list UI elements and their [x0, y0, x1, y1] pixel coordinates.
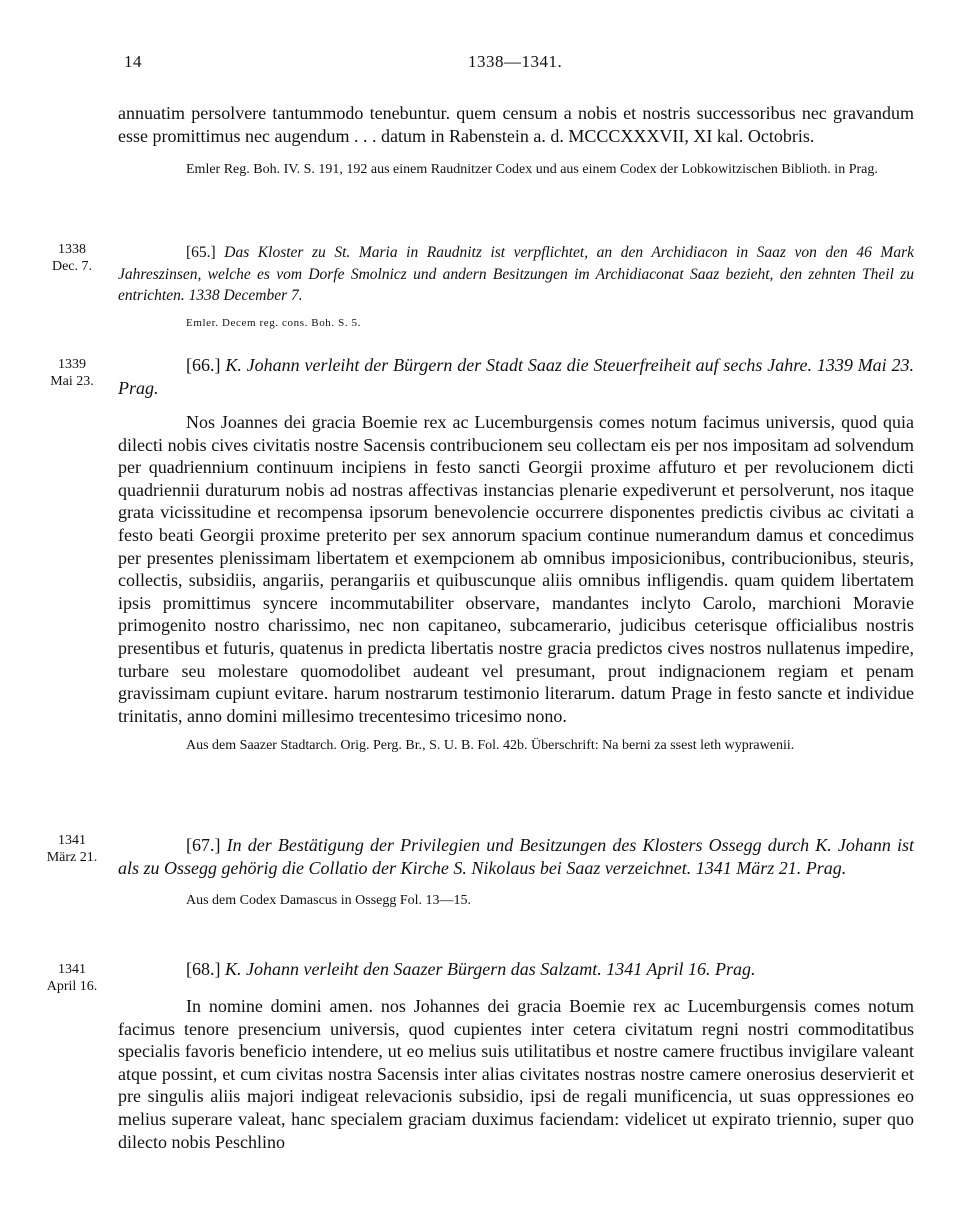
regest-text: Das Kloster zu St. Maria in Raudnitz ist verpflichtet, an den Archidiacon in Saaz von den 46 Mark Jahreszinsen, welche es vom Dorfe Smolnicz und andern Besitzungen im Archidiaconat Saaz bezieht, den zehnten Theil zu entrichten. 1338 December 7.: [118, 244, 914, 304]
page-number: 14: [124, 52, 142, 71]
source-note-65: Emler. Decem reg. cons. Boh. S. 5.: [186, 316, 361, 329]
regest-text: K. Johann verleiht den Saazer Bürgern das Salzamt. 1341 April 16. Prag.: [225, 959, 756, 979]
regest-68: [118, 958, 914, 981]
charter-text-68: In nomine domini amen. nos Johannes dei gracia Boemie rex ac Lucemburgensis comes notum facimus tenore presencium universis, quod cupientes inter cetera civitatum regni nostri commoditatibus specialis favoris beneficio intendere, ut eo melius suis utilitatibus et nostre camere fructibus invigilare valeant atque possint, et cum civitas nostra Sacensis inter alias civitates nostras nostre camere onerosius deservierit et pre singulis aliis majori indigeat relevacionis subsidio, ipsi de regali munificencia, ut suas oppressiones eo melius superare valeat, hanc specialem graciam duximus faciendam: videlicet ut expirato triennio, super quo dilecto nobis Peschlino: [118, 996, 914, 1152]
intro-source-note: Emler Reg. Boh. IV. S. 191, 192 aus einem Raudnitzer Codex und aus einem Codex der Lobkowitzischen Biblioth. in Prag.: [186, 162, 878, 178]
document-66: [118, 354, 914, 756]
document-number: [68.]: [186, 959, 221, 979]
margin-year: 1339: [58, 357, 86, 372]
document-number: [67.]: [186, 835, 221, 855]
document-number: [66.]: [186, 355, 221, 375]
margin-day: Mai 23.: [50, 374, 94, 389]
margin-date-68: [30, 961, 114, 995]
margin-date-66: [30, 356, 114, 390]
running-title: 1338—1341.: [468, 52, 563, 71]
document-number: [65.]: [186, 244, 216, 261]
margin-year: 1338: [58, 242, 86, 257]
charter-text-66: Nos Joannes dei gracia Boemie rex ac Lucemburgensis comes notum facimus universis, quod quia dilecti nobis cives civitatis nostre Sacensis contribucionem seu collectam eis per nos impositam ad solvendum per quadriennium continuum incipiens in festo sancti Georgii proxime affuturo et per revolucionem dicti quadriennii duraturum nobis ad nostras affectivas instancias plenarie expediverunt et persolverunt, nos itaque grata vicissitudine et recompensa ipsorum benevolencie occurrere disponentes predictis civibus ac civitati a festo beati Georgii proxime preterito per sex annorum spacium continue numerandum damus et concedimus per presentes plenissimam libertatem et exempcionem ab omnibus imposicionibus, contribucionibus, steuris, collectis, subsidiis, angariis, perangariis et quibuscunque aliis omnibus infligendis. quam quidem libertatem ipsis promittimus syncere incommutabiliter observare, mandantes inclyto Carolo, marchioni Moravie primogenito nostro charissimo, nec non capitaneo, subcamerario, judicibus ceterisque officialibus nostris presentibus et futuris, quatenus in predicta libertatis nostre gracia predictos cives nostros nullatenus impedire, turbare seu molestare quomodolibet audeant vel presumant, prout indignacionem regiam et penam gravissimam cupiunt evitare. harum nostrarum testimonio literarum. datum Prage in festo sancte et individue trinitatis, anno domini millesimo trecentesimo tricesimo nono.: [118, 412, 914, 726]
margin-day: Dec. 7.: [51, 259, 93, 274]
document-67: [118, 834, 914, 911]
source-note-66: Aus dem Saazer Stadtarch. Orig. Perg. Br., S. U. B. Fol. 42b. Überschrift: Na berni za ssest leth wyprawenii.: [186, 738, 795, 754]
margin-date-65: [30, 241, 114, 275]
margin-year: 1341: [58, 962, 86, 977]
intro-section: [118, 102, 914, 180]
regest-text: In der Bestätigung der Privilegien und Besitzungen des Klosters Ossegg durch K. Johann ist als zu Ossegg gehörig die Collatio der Kirche S. Nikolaus bei Saaz verzeichnet. 1341 März 21. Prag.: [118, 835, 914, 878]
margin-day: April 16.: [46, 979, 98, 994]
margin-day: März 21.: [46, 850, 98, 865]
regest-text: K. Johann verleiht der Bürgern der Stadt Saaz die Steuerfreiheit auf sechs Jahre. 1339 Mai 23. Prag.: [118, 355, 915, 398]
document-68: [118, 958, 914, 1153]
margin-date-67: [30, 832, 114, 866]
regest-67: [118, 834, 914, 880]
intro-text: annuatim persolvere tantummodo tenebuntur. quem censum a nobis et nostris successoribus nec gravandum esse promittimus nec augendum . . . datum in Rabenstein a. d. MCCCXXXVII, XI kal. Octobris.: [118, 103, 914, 146]
document-65: [118, 242, 914, 329]
regest-66: [118, 354, 914, 400]
source-note-67: Aus dem Codex Damascus in Ossegg Fol. 13—15.: [186, 893, 472, 908]
margin-year: 1341: [58, 833, 86, 848]
regest-65: [118, 242, 914, 307]
